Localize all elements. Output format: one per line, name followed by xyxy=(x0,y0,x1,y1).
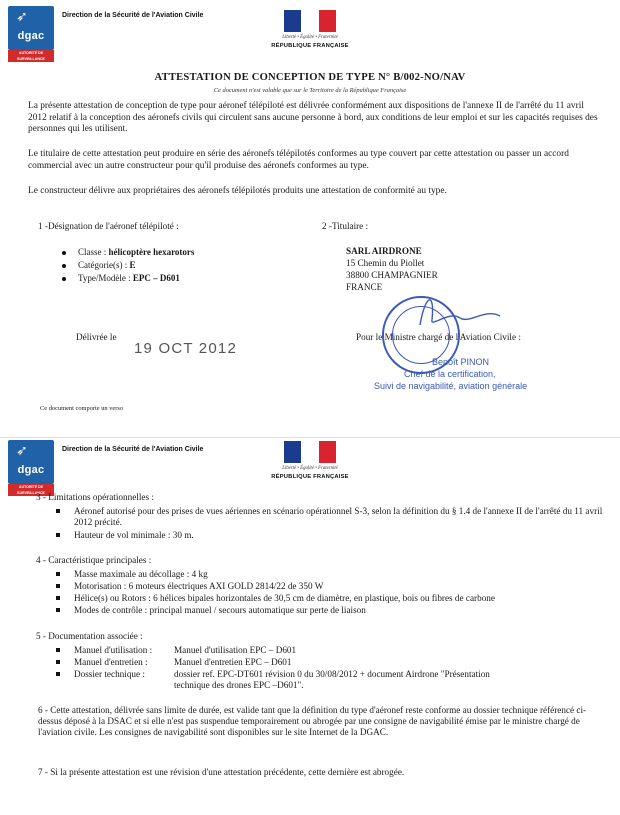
section7-paragraph: 7 - Si la présente attestation est une révision d'une attestation précédente, cette dernière est abrogée. xyxy=(38,767,405,777)
holder-address-line: FRANCE xyxy=(346,282,383,292)
direction-label: Direction de la Sécurité de l'Aviation Civile xyxy=(62,12,204,19)
delivered-label: Délivrée le xyxy=(76,332,117,342)
dgac-subtag: AUTORITÉ DE SURVEILLANCE xyxy=(8,50,54,62)
bird-icon: ➶ xyxy=(16,9,28,25)
french-flag-icon xyxy=(284,441,336,463)
signatory-name: Benoît PINON xyxy=(432,357,490,367)
verso-note: Ce document comporte un verso xyxy=(40,405,124,412)
holder-address-line: 15 Chemin du Piollet xyxy=(346,258,425,268)
section4-heading: 4 - Caractéristique principales : xyxy=(36,555,152,565)
signatory-role: Suivi de navigabilité, aviation générale xyxy=(374,381,528,391)
list-item: Classe : hélicoptère hexarotors xyxy=(62,247,194,257)
list-item: Modes de contrôle : principal manuel / secours automatique sur perte de liaison xyxy=(56,605,604,616)
list-item: Catégorie(s) : E xyxy=(62,260,136,270)
page-title: ATTESTATION DE CONCEPTION DE TYPE N° B/002-NO/NAV xyxy=(154,72,466,83)
holder-name: SARL AIRDRONE xyxy=(346,246,422,256)
section2-heading: 2 -Titulaire : xyxy=(322,221,369,231)
list-item: Hélice(s) ou Rotors : 6 hélices bipales horizontales de 30,5 cm de diamètre, en plastique, bois ou fibres de carbone xyxy=(56,593,604,604)
section6-paragraph: 6 - Cette attestation, délivrée sans limite de durée, est valide tant que la définition du type d'aéronef reste conforme au dossier technique référencé ci-dessus déposé à la DSAC et si elle n'est pas suspendue temporairement ou abrogée par une consigne de navigabilité émise par le ministre chargé de l'aviation civile. Les consignes de navigabilité sont disponibles sur le site Internet de la DGAC. xyxy=(38,705,587,737)
list-item: Type/Modèle : EPC – D601 xyxy=(62,273,180,283)
intro-paragraph-2: Le titulaire de cette attestation peut produire en série des aéronefs télépilotés conformes au type couvert par cette attestation ou passer un accord commercial avec un autre constructeur pour qu'il produise des aéronefs conformes au type. xyxy=(28,149,569,171)
republic-motto: Liberté • Égalité • Fraternité xyxy=(282,466,338,471)
intro-paragraph-1: La présente attestation de conception de type pour aéronef télépiloté est délivrée conformément aux dispositions de l'annexe II de l'arrêté du 11 avril 2012 relatif à la conception des aéronefs civils qui circulent sans aucune personne à bord, aux conditions de leur emploi et sur les capacités requises des personnes qui les utilisent. xyxy=(28,101,598,135)
dgac-logo: ➶ dgac xyxy=(8,440,54,484)
holder-address-line: 38800 CHAMPAGNIER xyxy=(346,270,438,280)
doc-row-value: Manuel d'utilisation EPC – D601 xyxy=(174,645,297,655)
date-stamp: 19 OCT 2012 xyxy=(134,340,237,357)
dgac-logo: ➶ dgac xyxy=(8,6,54,50)
list-item: Hauteur de vol minimale : 30 m. xyxy=(56,530,604,541)
section3-heading: 3 - Limitations opérationnelles : xyxy=(36,492,154,502)
intro-paragraph-3: Le constructeur délivre aux propriétaires des aéronefs télépilotés produits une attestation de conformité au type. xyxy=(28,186,447,196)
list-item: Motorisation : 6 moteurs électriques AXI GOLD 2814/22 de 350 W xyxy=(56,581,604,592)
republic-motto: Liberté • Égalité • Fraternité xyxy=(282,35,338,40)
republic-label: RÉPUBLIQUE FRANÇAISE xyxy=(271,43,349,49)
list-item: Aéronef autorisé pour des prises de vues aériennes en scénario opérationnel S-3, selon la définition du § 1.4 de l'annexe II de l'arrêté du 11 avril 2012 précité. xyxy=(56,506,604,528)
section5-heading: 5 - Documentation associée : xyxy=(36,631,143,641)
page-divider xyxy=(0,437,620,438)
section1-heading: 1 -Désignation de l'aéronef télépiloté : xyxy=(38,221,179,231)
dgac-subtag: AUTORITÉ DE SURVEILLANCE xyxy=(8,484,54,496)
signatory-role: Chef de la certification, xyxy=(404,369,496,379)
french-flag-icon xyxy=(284,10,336,32)
minister-label: Pour le Ministre chargé de l'Aviation Civile : xyxy=(356,332,521,342)
list-item: Masse maximale au décollage : 4 kg xyxy=(56,569,604,580)
bird-icon: ➶ xyxy=(16,443,28,459)
page-subtitle: Ce document n'est valable que sur le Territoire de la République Française xyxy=(213,87,407,94)
doc-row-value: Manuel d'entretien EPC – D601 xyxy=(174,657,292,667)
signature-icon xyxy=(400,290,530,330)
direction-label: Direction de la Sécurité de l'Aviation Civile xyxy=(62,446,204,453)
republic-label: RÉPUBLIQUE FRANÇAISE xyxy=(271,474,349,480)
doc-row-value: dossier ref. EPC-DT601 révision 0 du 30/08/2012 + document Airdrone "Présentation technique des drones EPC –D601". xyxy=(174,669,490,690)
